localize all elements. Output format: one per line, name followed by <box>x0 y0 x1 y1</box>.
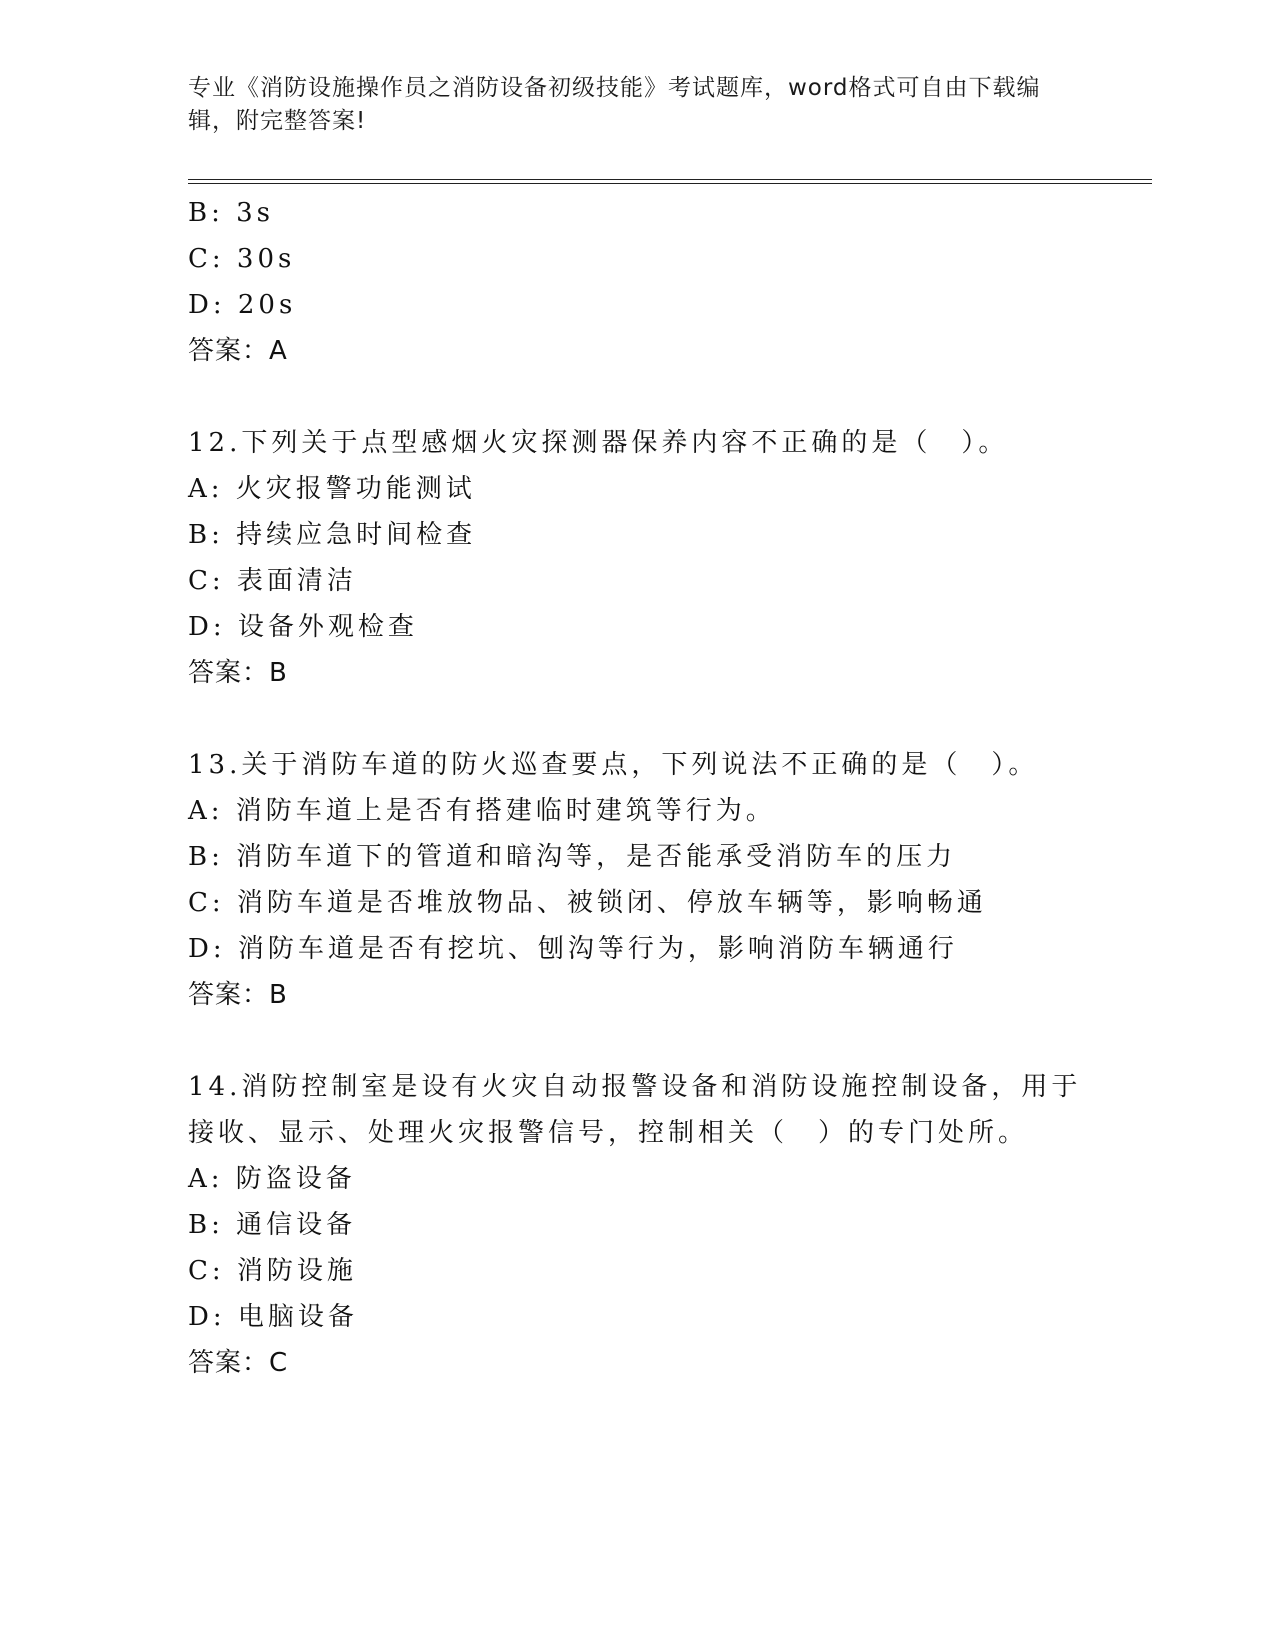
question-11 <box>188 190 1088 374</box>
spacer <box>188 374 1088 420</box>
answer-line: 答案：A <box>188 336 288 366</box>
option-a: A: 火灾报警功能测试 <box>188 474 476 504</box>
option-b: B: 消防车道下的管道和暗沟等，是否能承受消防车的压力 <box>188 842 957 872</box>
question-13 <box>188 742 1088 1018</box>
header-divider-bottom <box>188 183 1152 184</box>
question-list <box>188 190 1088 1386</box>
option-d: D: 电脑设备 <box>188 1302 358 1332</box>
option-c: C: 消防设施 <box>188 1256 357 1286</box>
option-c: C: 30s <box>188 244 296 274</box>
option-c: C: 消防车道是否堆放物品、被锁闭、停放车辆等，影响畅通 <box>188 888 987 918</box>
question-stem: 12.下列关于点型感烟火灾探测器保养内容不正确的是（ ）。 <box>188 428 1009 458</box>
question-14 <box>188 1064 1088 1386</box>
answer-line: 答案：C <box>188 1348 289 1378</box>
option-a: A: 防盗设备 <box>188 1164 356 1194</box>
question-12 <box>188 420 1088 696</box>
header-divider-top <box>188 179 1152 180</box>
answer-line: 答案：B <box>188 658 288 688</box>
spacer <box>188 696 1088 742</box>
document-header: 专业《消防设施操作员之消防设备初级技能》考试题库，word格式可自由下载编辑，附完整答案! <box>188 75 1041 134</box>
option-a: A: 消防车道上是否有搭建临时建筑等行为。 <box>188 796 776 826</box>
question-stem: 13.关于消防车道的防火巡查要点，下列说法不正确的是（ ）。 <box>188 750 1039 780</box>
option-b: B: 持续应急时间检查 <box>188 520 477 550</box>
option-b: B: 通信设备 <box>188 1210 357 1240</box>
answer-line: 答案：B <box>188 980 288 1010</box>
spacer <box>188 1018 1088 1064</box>
question-stem: 14.消防控制室是设有火灾自动报警设备和消防设施控制设备，用于接收、显示、处理火灾报警信号，控制相关（ ）的专门处所。 <box>188 1072 1082 1148</box>
option-b: B: 3s <box>188 198 275 228</box>
option-d: D: 消防车道是否有挖坑、刨沟等行为，影响消防车辆通行 <box>188 934 958 964</box>
option-c: C: 表面清洁 <box>188 566 357 596</box>
option-d: D: 设备外观检查 <box>188 612 418 642</box>
option-d: D: 20s <box>188 290 297 320</box>
